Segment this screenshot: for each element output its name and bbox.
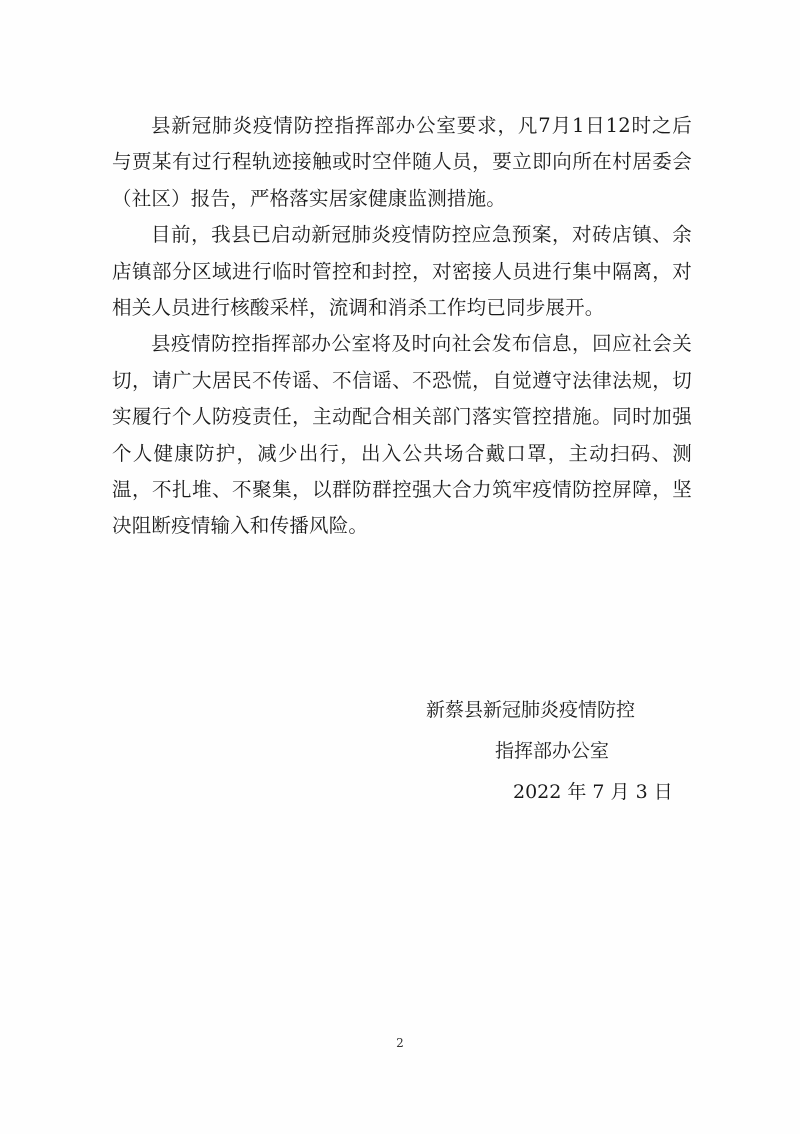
issuer-name-line1: 新蔡县新冠肺炎疫情防控 bbox=[426, 699, 636, 721]
signature-block bbox=[400, 690, 680, 813]
document-body bbox=[112, 108, 692, 545]
paragraph-monitoring-requirement: 县新冠肺炎疫情防控指挥部办公室要求，凡7月1日12时之后与贾某有过行程轨迹接触或时空伴随人员，要立即向所在村居委会（社区）报告，严格落实居家健康监测措施。 bbox=[112, 114, 692, 210]
issuer-name-line2: 指挥部办公室 bbox=[495, 740, 610, 762]
paragraph-public-appeal: 县疫情防控指挥部办公室将及时向社会发布信息，回应社会关切，请广大居民不传谣、不信谣、不恐慌，自觉遵守法律法规，切实履行个人防疫责任，主动配合相关部门落实管控措施。同时加强个人健康防护，减少出行，出入公共场合戴口罩，主动扫码、测温，不扎堆、不聚集，以群防群控强大合力筑牢疫情防控屏障，坚决阻断疫情输入和传播风险。 bbox=[112, 332, 692, 538]
issue-date: 2022 年 7 月 3 日 bbox=[513, 781, 673, 803]
page-number: 2 bbox=[396, 1036, 404, 1050]
paragraph-emergency-response: 目前，我县已启动新冠肺炎疫情防控应急预案，对砖店镇、余店镇部分区域进行临时管控和封控，对密接人员进行集中隔离，对相关人员进行核酸采样，流调和消杀工作均已同步展开。 bbox=[112, 223, 692, 320]
